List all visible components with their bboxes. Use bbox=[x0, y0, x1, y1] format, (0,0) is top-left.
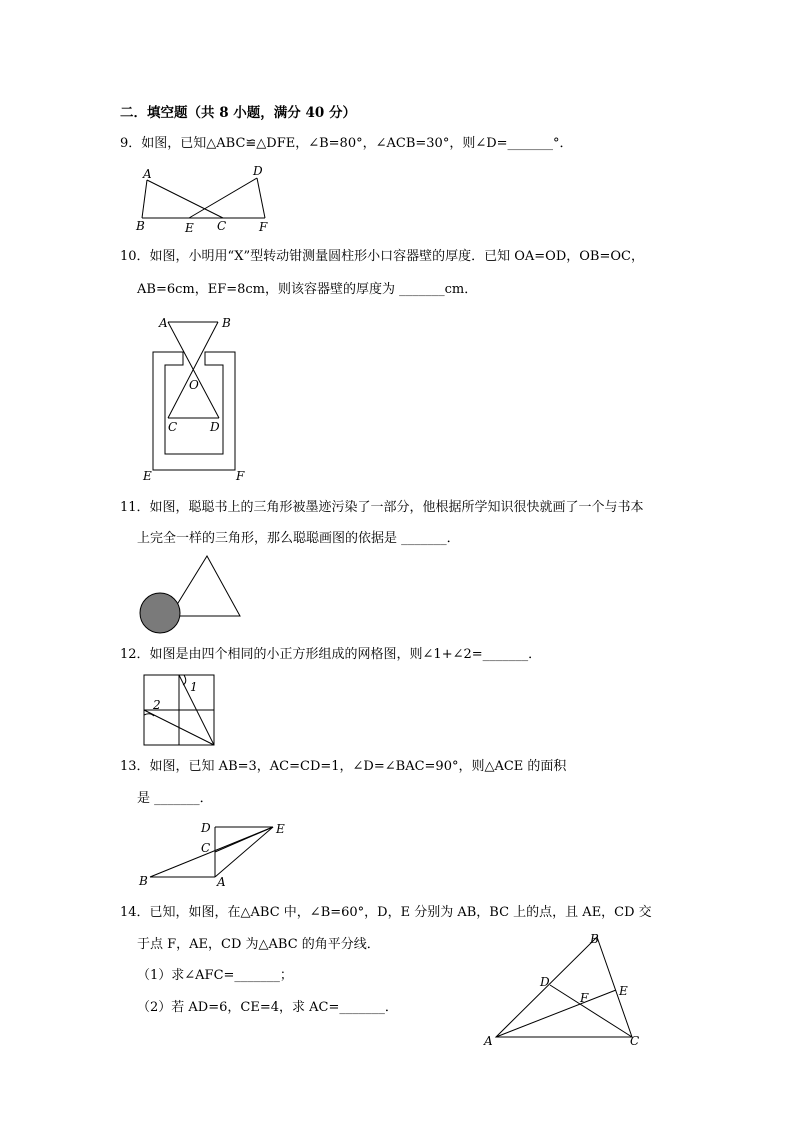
q13-label-e: E bbox=[276, 822, 285, 836]
q12-angle-1-label: 1 bbox=[190, 680, 198, 694]
q14-label-c: C bbox=[630, 1034, 640, 1048]
q13-label-c: C bbox=[201, 841, 211, 855]
question-13-figure bbox=[135, 815, 295, 890]
ink-blot bbox=[140, 593, 180, 633]
q10-label-e: E bbox=[143, 469, 152, 483]
q9-label-b: B bbox=[136, 219, 145, 233]
question-13-line1: 13．如图，已知 AB=3，AC=CD=1，∠D=∠BAC=90°，则△ACE 的面积 bbox=[120, 759, 567, 774]
question-11-line1: 11．如图，聪聪书上的三角形被墨迹污染了一部分，他根据所学知识很快就画了一个与书本 bbox=[120, 500, 644, 515]
question-10-figure bbox=[135, 310, 260, 485]
q9-label-a: A bbox=[143, 167, 152, 181]
question-9-figure bbox=[135, 162, 285, 237]
question-14-figure bbox=[480, 925, 645, 1055]
q9-label-f: F bbox=[259, 220, 268, 234]
q14-label-e: E bbox=[619, 984, 628, 998]
q14-label-d: D bbox=[540, 975, 550, 989]
q9-label-d: D bbox=[253, 164, 263, 178]
question-10-line1: 10．如图，小明用“X”型转动钳测量圆柱形小口容器壁的厚度．已知 OA=OD，OB=OC， bbox=[120, 249, 644, 264]
q14-label-f: F bbox=[580, 991, 589, 1005]
question-14-line2: 于点 F，AE，CD 为△ABC 的角平分线． bbox=[137, 937, 380, 952]
q12-angle-2-label: 2 bbox=[153, 698, 161, 712]
question-14-line1: 14．已知，如图，在△ABC 中，∠B=60°，D，E 分别为 AB，BC 上的点，且 AE，CD 交 bbox=[120, 905, 652, 920]
q10-label-a: A bbox=[159, 316, 168, 330]
question-14-sub2: （2）若 AD=6，CE=4，求 AC=_______． bbox=[137, 1000, 398, 1015]
section-title: 二．填空题（共 8 小题，满分 40 分） bbox=[120, 105, 356, 121]
q9-label-c: C bbox=[217, 219, 227, 233]
q10-label-c: C bbox=[168, 420, 178, 434]
q10-label-d: D bbox=[210, 420, 220, 434]
question-14-sub1: （1）求∠AFC=_______； bbox=[137, 968, 293, 983]
q13-label-d: D bbox=[201, 821, 211, 835]
question-9-text: 9．如图，已知△ABC≌△DFE，∠B=80°，∠ACB=30°，则∠D=_______°． bbox=[120, 136, 573, 151]
q14-label-a: A bbox=[484, 1034, 493, 1048]
question-11-figure bbox=[130, 550, 250, 640]
question-10-line2: AB=6cm，EF=8cm，则该容器壁的厚度为 _______cm． bbox=[137, 282, 478, 297]
q10-label-o: O bbox=[189, 378, 199, 392]
q10-label-f: F bbox=[236, 469, 245, 483]
question-11-line2: 上完全一样的三角形，那么聪聪画图的依据是 _______． bbox=[137, 531, 460, 546]
q10-label-b: B bbox=[222, 316, 231, 330]
question-12-figure bbox=[140, 672, 220, 748]
q9-label-e: E bbox=[185, 221, 194, 235]
question-13-line2: 是 _______． bbox=[137, 791, 213, 806]
q13-label-b: B bbox=[139, 874, 148, 888]
q14-label-b: B bbox=[590, 932, 599, 946]
q13-label-a: A bbox=[217, 875, 226, 889]
question-12-text: 12．如图是由四个相同的小正方形组成的网格图，则∠1+∠2=_______． bbox=[120, 647, 542, 662]
